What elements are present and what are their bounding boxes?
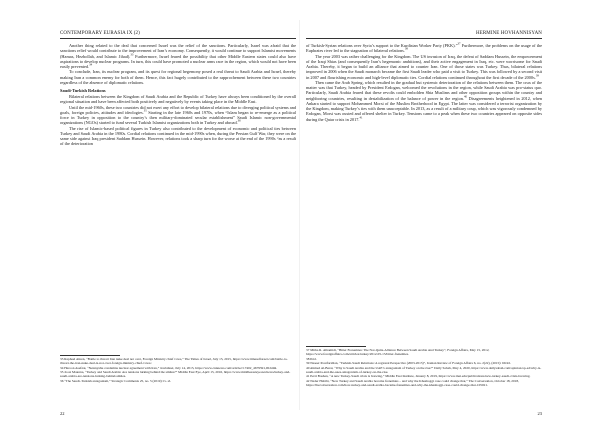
running-head-left: CONTEMPORARY EURASIA IX (2) — [60, 30, 296, 39]
footnote-ref: 41 — [359, 115, 363, 120]
paragraph — [60, 105, 296, 126]
paragraph-text: To conclude, Iran, its nuclear program, and its quest for regional hegemony posed a real threat to Saudi Arabia and Israel, thereby making Iran a common enemy for both of them. Hence, this fact hugely contributed to the rapprochement between these two countries regardless of the absence of diplomatic relations. — [60, 69, 296, 85]
footnote: 34 Haroon Asefzai, “Netanyahu condemns nuclear agreement with Iran,” Jewishnet, July 14, 2015, https://www.cnnnews.com/article/c17402_4679591,00.html. — [60, 365, 278, 370]
footnote-ref: 39 — [535, 73, 539, 78]
footnote-ref: 35 — [143, 108, 147, 113]
footnote-ref: 34 — [89, 62, 93, 67]
footnote: 39 Naseer Pourfaridian, “Turkish-Saudi Relations: A regional Perspective (2003-2015)”, Iranian Review of Foreign Affairs 6, no. 2(22), (2015): 69-92. — [306, 361, 511, 366]
paragraph-text: Bilateral relations between the Kingdom of Saudi Arabia and the Republic of Turkey have always been conditioned by the overall regional situation and have been affected both positively and negatively by events taking place in the Middle East. — [60, 94, 296, 105]
footnote-ref: 37 — [457, 41, 461, 46]
paragraph — [60, 69, 296, 85]
footnote-ref: 36 — [237, 118, 241, 123]
footnote-rule — [60, 355, 120, 356]
page-number-left: 22 — [60, 411, 65, 416]
paragraph-text: The year 2003 was rather challenging for the Kingdom. The US invasion of Iraq, the defeat of Saddam Hussein, the empowerment of the Iraqi Shias (and consequently Iran’s hegemonic ambitions), and their active engagement in Iraq, etc. were worrisome for Saudi Arabia. Thereby, it began to build an alliance that aimed to counter Iran. One of those states was Turkey. Thus, bilateral relations improved in 2006 when the Saudi monarch became the first Saudi leader who paid a visit to Turkey. This was followed by a second visit in 2007 and flourishing economic and high-level diplomatic ties. Cordial relations continued throughout the first decade of the 2000s. — [306, 53, 542, 80]
footnote: 40 Ahmed Al-Barai, “Why is Saudi Arabia and the UAE’s antagonism of Turkey on the rise?” Daily Sabah, May 4, 2020, https://www.dailysabah.com/opinion/op-ed/why-is-saudi-arabia-and-the-uaes-antagonism-of-turkey-on-the-rise. — [306, 365, 542, 374]
paragraph-text: Starting in the late 1960s and 1970s, when “Islam began to re-emerge as a political force in Turkey in opposition to the country’s then military-dominated secular establishment” Saudi Islamic non-governmental organizations (NGOs) started to fund several Turkish Islamist organizations both in Turkey and abroad. — [60, 109, 296, 126]
footnote: 36 “The Saudi–Turkish antagonism,” Strategic Comments 25, no. 5 (2019): iv–vi. — [60, 378, 172, 383]
footnote: 38 Ibid. — [306, 356, 317, 361]
paragraph — [60, 43, 296, 69]
right-page-body — [306, 43, 542, 122]
footnote: 33 Raphael Ahren, “Battle to thwart Iran nuke deal not over, Foreign Ministry chief vows,” The Times of Israel, July 15, 2015, https://www.timesofisrael.com/battle-to-thwart-the-iran-nuke-deal-is-not-over-foreign-ministry-chief-vows/. — [60, 357, 288, 366]
left-page-body — [60, 43, 296, 147]
paragraph — [306, 54, 542, 80]
footnotes-right — [306, 346, 542, 387]
paragraph-text: Then came the Arab Spring, which resulted in the gradual but systemic deterioration of the relations between them. The crux of the matter was that Turkey, headed by President Erdogan, welcomed the revolutions in the region, while Saudi Arabia was pro-status quo. Particularly, Saudi Arabia feared that these revolts could embolden Shia Muslims and other opposition groups within the country and neighboring countries, resulting in destabilization of the balance of power in the region. — [306, 79, 542, 101]
paragraph — [306, 80, 542, 122]
paragraph — [60, 126, 296, 147]
paragraph — [306, 43, 542, 54]
page-gutter — [299, 20, 300, 410]
footnote-rule — [306, 346, 366, 347]
paragraph-text: of Turkish-Syrian relations over Syria’s support to the Kurdistan Worker Party (PKK).” — [306, 43, 458, 48]
footnote: 37 Mitha R. Alhamidi, “Bitter Frenemies: The Not-Quite-Alliance Between Saudi Arabia And Turkey”, Foreign Affairs, May 15, 2012, — [306, 348, 490, 352]
footnote: 42 Nader Habibi, “New Turkey and Saudi Arabia become frenemies – and why the Khashoggi case could change that,” The Conversation, October 18, 2018, https://theconversation.com/how-turkey-and-saudi-arabia-became-frenemies-and-why-the-khashoggi-case-could-change-that-105021. — [306, 378, 519, 387]
running-head-right: HERMINE HOVHANNISYAN — [306, 30, 542, 39]
paragraph-text: Another thing related to the deal that concerned Israel was the relief of the sanctions. Particularly, Israel was afraid that the sanctions relief would contribute to the improvement of Iran’s economy. Consequently, it would continue to support Islamist movements (Hamas, Hezbollah, and Islamic Jihad). — [60, 43, 296, 59]
left-page — [60, 30, 296, 416]
paragraph-text: Disagreements heightened in 2012, when Ankara started to support Mohammed Morsi of the Muslim Brotherhood in Egypt. The latter was considered a terrorist organization by the Kingdom, making Turkey’s ties with them unacceptable. In 2013, as a result of a military coup, which was vigorously condemned by Erdogan, Morsi was ousted and offered shelter in Turkey. Tensions came to a peak when these two countries appeared on opposite sides during the Qatar crisis in 2017. — [306, 95, 542, 122]
paragraph — [60, 94, 296, 105]
page-number-right: 23 — [537, 411, 542, 416]
footnote-ref: 40 — [463, 94, 467, 99]
paragraph-text: Furthermore, the problems on the usage of the Euphrates river led to the stagnation of bilateral relations. — [306, 43, 543, 54]
footnote-ref: 33 — [130, 52, 134, 57]
paragraph-text: Until the mid-1960s, these two countries did not exert any effort to develop bilateral relations due to diverging political systems and goals, foreign policies, attitudes and ideologies. — [60, 104, 296, 115]
footnote: 35 Joost Maierna, “Turkey and Saudi Arabia: Are tensions lurking behind the smiles?” Middle East Eye, April 15, 2016, https://www.middleeasteye.net/news/turkey-and-saudi-arabia-are-tensions-lurking-behind-smiles. — [60, 369, 291, 379]
footnotes-left — [60, 355, 296, 383]
paragraph-text: The rise of Islamic-based political figures in Turkey also contributed to the development of economic and political ties between Turkey and Saudi Arabia in the 1980s. Cordial relations continued in the mid-1990s when, during the Persian Gulf War, they were on the same side against Iraq president Saddam Hussein. However, relations took a sharp turn for the worse at the end of the 1990s “as a result of the deterioration — [60, 125, 296, 147]
footnote: 41 Perri Bashan, “A new Turkey-Saudi crisis is brewing,” Middle East Institute, January 8, 2019, https://www.mei.edu/publications/new-turkey-saudi-crisis-brewing. — [306, 374, 531, 379]
paragraph-text: Furthermore, Israel feared the possibility that other Middle Eastern states could also have aspirations to develop nuclear programs. In turn, this could have promoted a nuclear arms race in the region, which would not have been easily prevented. — [60, 53, 296, 69]
right-page — [306, 30, 542, 416]
footnote-ref: 38 — [404, 46, 408, 51]
footnote: https://www.foreignaffairs.com/articles/turkey/2012-05-15/bitter-frenemies. — [306, 352, 409, 357]
section-heading: Saudi-Turkish Relations — [60, 87, 106, 93]
